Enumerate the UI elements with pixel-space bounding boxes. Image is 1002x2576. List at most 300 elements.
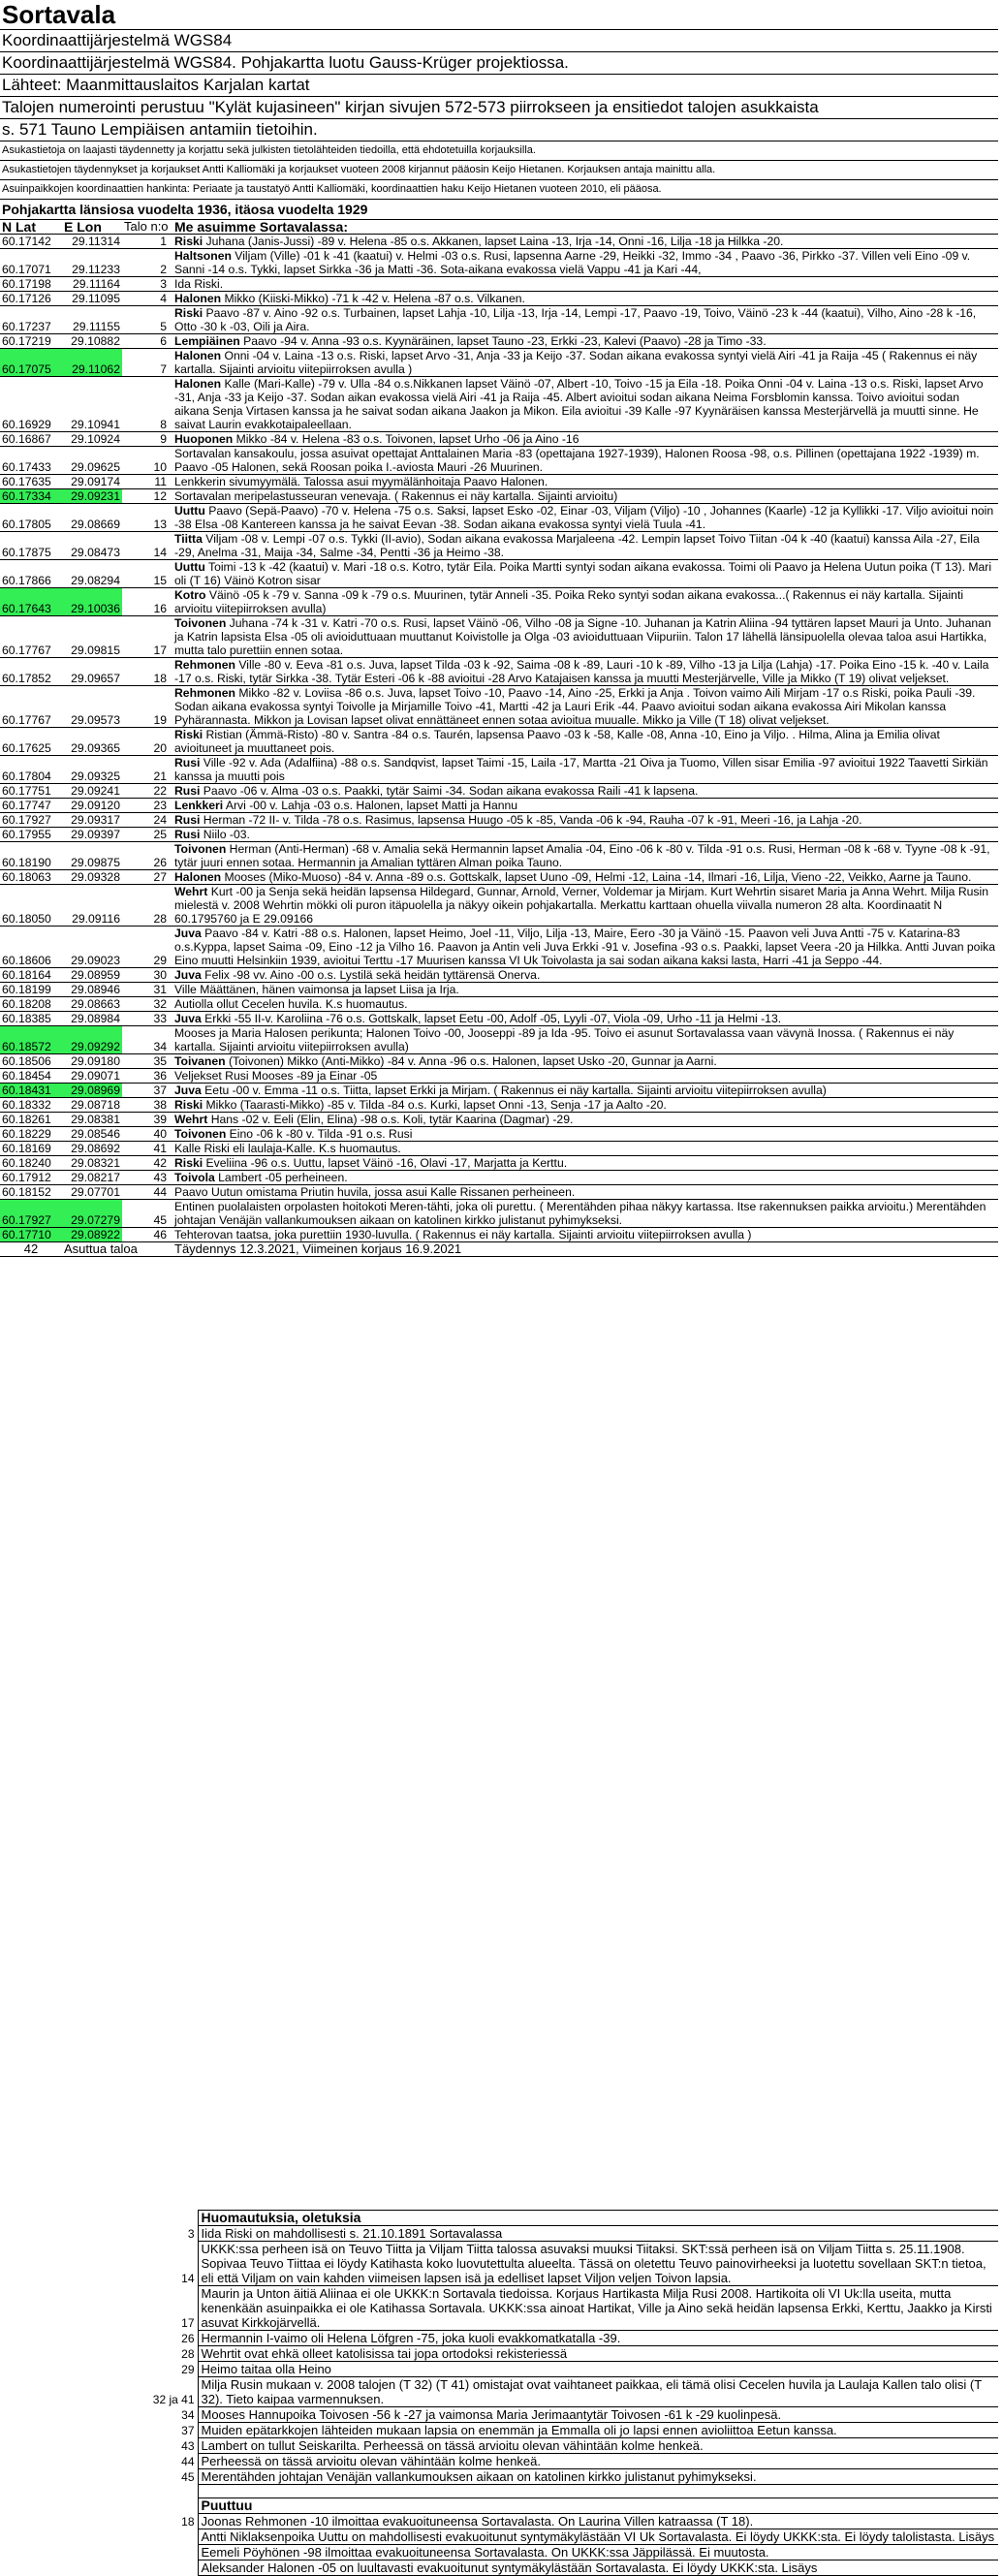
cell-no: 2	[122, 249, 172, 277]
cell-lat: 60.17751	[0, 784, 62, 799]
notes-section	[0, 2210, 998, 2576]
table-row	[0, 334, 998, 349]
cell-lon: 29.08321	[62, 1156, 122, 1171]
cell-lat: 60.18050	[0, 885, 62, 927]
cell-desc: Tiitta Viljam -08 v. Lempi -07 o.s. Tykki (II-avio), Sodan aikana evakossa Marjaleena -42. Lempin lapset Toivo Tiitan -04 k -40 (kaatui) kanssa Aila -27, Eila -29, Anelma -31, Maija -34, Salme -34, Pentti -36 ja Heimo -38.	[172, 532, 998, 560]
cell-lat: 60.17625	[0, 728, 62, 756]
page-title: Sortavala	[0, 0, 998, 30]
cell-lon: 29.09397	[62, 828, 122, 842]
cell-lon: 29.09292	[62, 1026, 122, 1054]
note-row	[0, 2454, 998, 2469]
cell-lat: 60.18454	[0, 1069, 62, 1084]
table-row	[0, 377, 998, 432]
cell-desc: Ida Riski.	[172, 277, 998, 292]
missing-row	[0, 2514, 998, 2529]
cell-lon: 29.08663	[62, 997, 122, 1012]
cell-desc: Rusi Paavo -06 v. Alma -03 o.s. Paakki, tytär Saimi -34. Sodan aikana evakossa Raili -41 k lapsena.	[172, 784, 998, 799]
note-row	[0, 2346, 998, 2362]
cell-desc: Paavo Uutun omistama Priutin huvila, jossa asui Kalle Rissanen perheineen.	[172, 1185, 998, 1200]
note-text: Milja Rusin mukaan v. 2008 talojen (T 32) (T 41) omistajat ovat vaihtaneet paikkaa, eli tämä olisi Cecelen huvila ja Laulaja Kallen talo olisi (T 32). Tieto kaipaa varmennuksen.	[198, 2377, 998, 2407]
cell-lat: 60.17912	[0, 1171, 62, 1185]
cell-no: 16	[122, 588, 172, 616]
cell-desc: Kalle Riski eli laulaja-Kalle. K.s huomautus.	[172, 1142, 998, 1156]
missing-text: Eemeli Pöyhönen -98 ilmoittaa evakuoituneensa Sortavalasta. On UKKK:ssa Jäppilässä. Ei muutosta.	[198, 2545, 998, 2560]
cell-lon: 29.09325	[62, 756, 122, 784]
cell-desc: Rusi Ville -92 v. Ada (Adalfiina) -88 o.s. Sandqvist, lapset Taimi -15, Laila -17, Martta -21 Oiva ja Tuomo, Villen sisar Emilia -97 avioitui 1922 Taavetti Sirkiän kanssa ja muutti pois	[172, 756, 998, 784]
cell-no: 23	[122, 799, 172, 813]
table-header-row	[0, 220, 998, 235]
table-row	[0, 997, 998, 1012]
missing-ref	[0, 2560, 198, 2576]
cell-lat: 60.18506	[0, 1054, 62, 1069]
family-name: Riski	[174, 728, 204, 741]
family-name: Toivonen	[174, 1127, 227, 1141]
cell-lat: 60.17334	[0, 489, 62, 504]
cell-lat: 60.18332	[0, 1098, 62, 1113]
cell-lon: 29.09625	[62, 447, 122, 475]
table-row	[0, 504, 998, 532]
cell-lon: 29.07279	[62, 1200, 122, 1228]
family-name: Juva	[174, 968, 202, 982]
family-name: Kotro	[174, 588, 206, 602]
cell-lon: 29.08959	[62, 968, 122, 983]
cell-lat: 60.17635	[0, 475, 62, 489]
cell-no: 14	[122, 532, 172, 560]
cell-lat: 60.17237	[0, 306, 62, 334]
cell-lon: 29.09023	[62, 927, 122, 968]
cell-no: 32	[122, 997, 172, 1012]
summary-label: Asuttua taloa	[62, 1242, 172, 1257]
cell-lon: 29.11095	[62, 292, 122, 306]
family-name: Toivonen	[174, 842, 227, 856]
cell-desc: Uuttu Toimi -13 k -42 (kaatui) v. Mari -18 o.s. Kotro, tytär Eila. Poika Martti syntyi sodan aikana evakossa. Toimi oli Paavo ja Helena Uutun poika (T 13). Mari oli (T 16) Väinö Kotron sisar	[172, 560, 998, 588]
table-row	[0, 842, 998, 870]
table-row	[0, 728, 998, 756]
cell-lon: 29.08381	[62, 1113, 122, 1127]
cell-lon: 29.08669	[62, 504, 122, 532]
missing-heading-row	[0, 2498, 998, 2514]
family-name: Lempiäinen	[174, 334, 240, 348]
table-row	[0, 1127, 998, 1142]
cell-no: 15	[122, 560, 172, 588]
cell-lon: 29.09180	[62, 1054, 122, 1069]
cell-lat: 60.17747	[0, 799, 62, 813]
table-row	[0, 1142, 998, 1156]
note-text: UKKK:ssa perheen isä on Teuvo Tiitta ja Viljam Tiitta talossa asuvaksi muuksi Tiitaksi. SKT:ssä perheen isä on Viljam Tiitta s. 25.11.1908. Sopivaa Teuvo Tiittaa ei löydy Katihasta koko luovutettulta alueelta. Tässä on oletettu Teuvo painovirheeksi ja luotettu sovellaan SKT:n tietoa, eli että Viljam on vain kahden viimeisen lapsen isä ja edelliset lapset Viljon veljen Toivon lapsia.	[198, 2242, 998, 2286]
cell-desc: Veljekset Rusi Mooses -89 ja Einar -05	[172, 1069, 998, 1084]
cell-lon: 29.11233	[62, 249, 122, 277]
table-row	[0, 447, 998, 475]
cell-no: 31	[122, 983, 172, 997]
family-name: Riski	[174, 1156, 204, 1170]
cell-no: 12	[122, 489, 172, 504]
cell-lon: 29.09328	[62, 870, 122, 885]
family-name: Uuttu	[174, 504, 205, 518]
cell-no: 39	[122, 1113, 172, 1127]
note-text: Muiden epätarkkojen lähteiden mukaan lapsia on enemmän ja Emmalla oli jo lapsi ennen avioliittoa Eetun kanssa.	[198, 2423, 998, 2438]
table-row	[0, 1171, 998, 1185]
family-name: Wehrt	[174, 1113, 208, 1126]
family-name: Rusi	[174, 784, 201, 798]
family-name: Toivanen	[174, 1054, 226, 1068]
table-row	[0, 1185, 998, 1200]
note-row	[0, 2242, 998, 2286]
cell-desc: Tehterovan taatsa, joka purettiin 1930-luvulla. ( Rakennus ei näy kartalla. Sijainti arvioitu viitepiirroksen avulla )	[172, 1228, 998, 1242]
cell-desc: Juva Eetu -00 v. Emma -11 o.s. Tiitta, lapset Erkki ja Mirjam. ( Rakennus ei näy kartalla. Sijainti arvioitu viitepiirroksen avulla)	[172, 1084, 998, 1098]
cell-desc: Riski Juhana (Janis-Jussi) -89 v. Helena -85 o.s. Akkanen, lapset Laina -13, Irja -14, Onni -16, Lilja -18 ja Hilkka -20.	[172, 235, 998, 249]
note-text: Mooses Hannupoika Toivosen -56 k -27 ja vaimonsa Maria Jerimaantytär Toivosen -61 k -29 kuolinpesä.	[198, 2407, 998, 2423]
cell-lon: 29.08969	[62, 1084, 122, 1098]
cell-no: 24	[122, 813, 172, 828]
cell-lon: 29.08718	[62, 1098, 122, 1113]
cell-no: 8	[122, 377, 172, 432]
cell-lon: 29.08294	[62, 560, 122, 588]
cell-no: 43	[122, 1171, 172, 1185]
note-row	[0, 2423, 998, 2438]
note-ref: 45	[181, 2469, 195, 2484]
summary-text: Täydennys 12.3.2021, Viimeinen korjaus 16.9.2021	[172, 1242, 998, 1257]
note-row	[0, 2377, 998, 2407]
cell-lat: 60.17927	[0, 813, 62, 828]
cell-desc: Juva Paavo -84 v. Katri -88 o.s. Halonen, lapset Heimo, Joel -11, Viljo, Lilja -13, Maire, Eero -30 ja Väinö -15. Paavon veli Juva Antti -75 v. Katarina-83 o.s.Kyppa, lapset Saima -09, Eino -12 ja Vilho 16. Paavon ja Antin veli Juva Erkki -91 v. Josefina -93 o.s. Paakki, lapset Veera -20 ja Hilkka. Antti Juvan poika Eino muutti Helsinkiin 1939, avioitui Terttu -17 Muurisen kanssa VI Uk Toivolasta ja sai sodan aikana kaksi lasta, Harri -41 ja Seppo -44.	[172, 927, 998, 968]
cell-no: 21	[122, 756, 172, 784]
cell-desc: Toivonen Herman (Anti-Herman) -68 v. Amalia sekä Hermannin lapset Amalia -04, Eino -06 k -80 v. Tilda -91 o.s. Rusi, Herman -08 k -68 v. Tyyne -08 k -91, tytär juuri ennen sotaa. Hermannin ja Amalian tyttären Alman poika Tauno.	[172, 842, 998, 870]
cell-lat: 60.17219	[0, 334, 62, 349]
table-row	[0, 799, 998, 813]
table-row	[0, 292, 998, 306]
cell-lat: 60.18169	[0, 1142, 62, 1156]
table-row	[0, 813, 998, 828]
cell-lon: 29.10924	[62, 432, 122, 447]
cell-no: 20	[122, 728, 172, 756]
table-row	[0, 349, 998, 377]
family-name: Halonen	[174, 870, 222, 884]
table-row	[0, 1069, 998, 1084]
info-line: Asukastietoja on laajasti täydennetty ja korjattu sekä julkisten tietolähteiden tiedoilla, että ehdotetuilla korjauksilla.	[0, 141, 998, 161]
cell-lat: 60.18199	[0, 983, 62, 997]
missing-ref: 18	[181, 2514, 195, 2529]
cell-desc: Kotro Väinö -05 k -79 v. Sanna -09 k -79 o.s. Muurinen, tytär Anneli -35. Poika Reko syntyi sodan aikana evakossa...( Rakennus ei näy kartalla. Sijainti arvioitu viitepiirroksen avulla)	[172, 588, 998, 616]
family-name: Riski	[174, 1098, 204, 1112]
note-ref: 37	[181, 2423, 195, 2437]
cell-no: 36	[122, 1069, 172, 1084]
cell-lat: 60.18152	[0, 1185, 62, 1200]
note-ref: 29	[181, 2362, 195, 2376]
summary-row	[0, 1242, 998, 1257]
col-header-lon: E Lon	[62, 220, 122, 235]
missing-heading: Puuttuu	[198, 2498, 998, 2514]
table-row	[0, 1054, 998, 1069]
cell-desc: Riski Ristian (Ämmä-Risto) -80 v. Santra -84 o.s. Taurén, lapsensa Paavo -03 k -58, Kalle -08, Anna -10, Eino ja Viljo. . Hilma, Alina ja Emilia olivat avioituneet ja muuttaneet pois.	[172, 728, 998, 756]
table-row	[0, 870, 998, 885]
houses-table-body	[0, 235, 998, 1242]
note-row	[0, 2407, 998, 2423]
cell-lon: 29.07701	[62, 1185, 122, 1200]
table-row	[0, 249, 998, 277]
cell-no: 30	[122, 968, 172, 983]
missing-row	[0, 2529, 998, 2545]
family-name: Uuttu	[174, 560, 205, 574]
cell-lon: 29.09120	[62, 799, 122, 813]
info-line: Asuinpaikkojen koordinaattien hankinta: Periaate ja taustatyö Antti Kalliomäki, koordinaattien haku Keijo Hietanen vuoteen 2010, eli pääosa.	[0, 180, 998, 200]
cell-desc: Halonen Onni -04 v. Laina -13 o.s. Riski, lapset Arvo -31, Anja -33 ja Keijo -37. Sodan aikana evakossa syntyi vielä Airi -41 ja Raija -45 ( Rakennus ei näy kartalla. Sijainti arvioitu viitepiirroksen avulla )	[172, 349, 998, 377]
col-header-no: Talo n:o	[122, 220, 172, 235]
table-row	[0, 968, 998, 983]
note-ref: 3	[187, 2226, 195, 2241]
family-name: Rusi	[174, 828, 201, 841]
cell-lon: 29.08692	[62, 1142, 122, 1156]
missing-row	[0, 2560, 998, 2576]
cell-lat: 60.17955	[0, 828, 62, 842]
cell-lon: 29.09174	[62, 475, 122, 489]
cell-no: 18	[122, 658, 172, 686]
cell-lat: 60.17071	[0, 249, 62, 277]
note-row	[0, 2226, 998, 2242]
table-row	[0, 475, 998, 489]
cell-lat: 60.18240	[0, 1156, 62, 1171]
cell-lat: 60.18606	[0, 927, 62, 968]
note-text: Heimo taitaa olla Heino	[198, 2362, 998, 2377]
cell-lat: 60.17866	[0, 560, 62, 588]
cell-desc: Juva Erkki -55 II-v. Karoliina -76 o.s. Gottskalk, lapset Eetu -00, Adolf -05, Lyyli -07, Viola -09, Urho -11 ja Helmi -13.	[172, 1012, 998, 1026]
cell-lon: 29.09241	[62, 784, 122, 799]
cell-no: 45	[122, 1200, 172, 1228]
cell-lat: 60.17433	[0, 447, 62, 475]
header-line: s. 571 Tauno Lempiäisen antamiin tietoihin.	[0, 119, 998, 141]
table-row	[0, 432, 998, 447]
table-row	[0, 784, 998, 799]
cell-no: 26	[122, 842, 172, 870]
missing-row	[0, 2545, 998, 2560]
header-line: Talojen numerointi perustuu "Kylät kujasineen" kirjan sivujen 572-573 piirrokseen ja ensitiedot talojen asukkaista	[0, 97, 998, 119]
note-text: Maurin ja Unton äitiä Aliinaa ei ole UKKK:n Sortavala tiedoissa. Korjaus Hartikasta Milja Rusi 2008. Hartikoita oli VI Uk:lla useita, mutta kenenkään asuinpaikka ei ole Katihassa Sortavala. UKKK:ssa ainoat Hartikat, Ville ja Aino sekä heidän lapsensa Erkki, Kerttu, Jaakko ja Kirsti asuvat Kirkkojärvellä.	[198, 2286, 998, 2331]
cell-lon: 29.08946	[62, 983, 122, 997]
cell-lon: 29.09071	[62, 1069, 122, 1084]
cell-lon: 29.08546	[62, 1127, 122, 1142]
cell-lon: 29.08984	[62, 1012, 122, 1026]
note-ref: 43	[181, 2438, 195, 2453]
cell-desc: Lenkkeri Arvi -00 v. Lahja -03 o.s. Halonen, lapset Matti ja Hannu	[172, 799, 998, 813]
table-row	[0, 1098, 998, 1113]
cell-lon: 29.09317	[62, 813, 122, 828]
table-row	[0, 277, 998, 292]
family-name: Rusi	[174, 813, 201, 827]
family-name: Toivonen	[174, 616, 227, 630]
cell-lat: 60.18229	[0, 1127, 62, 1142]
family-name: Halonen	[174, 377, 222, 391]
note-row	[0, 2469, 998, 2485]
cell-no: 22	[122, 784, 172, 799]
houses-table	[0, 220, 998, 1257]
header-line: Koordinaattijärjestelmä WGS84	[0, 30, 998, 52]
table-row	[0, 658, 998, 686]
note-text: Perheessä on tässä arvioitu olevan vähintään kolme henkeä.	[198, 2454, 998, 2469]
cell-lat: 60.17852	[0, 658, 62, 686]
family-name: Rehmonen	[174, 686, 235, 700]
family-name: Rusi	[174, 756, 201, 770]
family-name: Wehrt	[174, 885, 208, 898]
family-name: Haltsonen	[174, 249, 232, 263]
cell-lon: 29.11155	[62, 306, 122, 334]
cell-lat: 60.18431	[0, 1084, 62, 1098]
cell-no: 33	[122, 1012, 172, 1026]
cell-desc: Rusi Herman -72 II- v. Tilda -78 o.s. Rasimus, lapsensa Huugo -05 k -85, Vanda -06 k -94, Rauha -07 k -91, Meeri -16, ja Lahja -20.	[172, 813, 998, 828]
note-ref: 26	[181, 2331, 195, 2345]
cell-desc: Halonen Mikko (Kiiski-Mikko) -71 k -42 v. Helena -87 o.s. Vilkanen.	[172, 292, 998, 306]
cell-lon: 29.09875	[62, 842, 122, 870]
note-row	[0, 2438, 998, 2454]
family-name: Tiitta	[174, 532, 203, 546]
cell-lat: 60.17198	[0, 277, 62, 292]
cell-no: 9	[122, 432, 172, 447]
col-header-desc: Me asuimme Sortavalassa:	[172, 220, 998, 235]
cell-lat: 60.16867	[0, 432, 62, 447]
cell-lon: 29.10941	[62, 377, 122, 432]
table-row	[0, 1012, 998, 1026]
family-name: Huoponen	[174, 432, 234, 446]
cell-lat: 60.17710	[0, 1228, 62, 1242]
missing-ref	[0, 2545, 198, 2560]
cell-no: 17	[122, 616, 172, 658]
cell-desc: Huoponen Mikko -84 v. Helena -83 o.s. Toivonen, lapset Urho -06 ja Aino -16	[172, 432, 998, 447]
cell-desc: Mooses ja Maria Halosen perikunta; Halonen Toivo -00, Jooseppi -89 ja Ida -95. Toivo ei asunut Sortavalassa vaan vävynä Inossa. ( Rakennus ei näy kartalla. Sijainti arvioitu viitepiirroksen avulla)	[172, 1026, 998, 1054]
table-row	[0, 560, 998, 588]
cell-lat: 60.17804	[0, 756, 62, 784]
cell-no: 19	[122, 686, 172, 728]
cell-lat: 60.18164	[0, 968, 62, 983]
cell-desc: Halonen Mooses (Miko-Muoso) -84 v. Anna -89 o.s. Gottskalk, lapset Uuno -09, Helmi -12, Laina -14, Ilmari -16, Lilja, Vieno -22, Veikko, Aarne ja Tauno.	[172, 870, 998, 885]
cell-desc: Rusi Niilo -03.	[172, 828, 998, 842]
cell-no: 27	[122, 870, 172, 885]
missing-text: Joonas Rehmonen -10 ilmoittaa evakuoituneensa Sortavalasta. On Laurina Villen katraassa (T 18).	[198, 2514, 998, 2529]
missing-ref	[0, 2529, 198, 2545]
notes-heading-row	[0, 2211, 998, 2226]
cell-desc: Toivanen (Toivonen) Mikko (Anti-Mikko) -84 v. Anna -96 o.s. Halonen, lapset Usko -20, Gunnar ja Aarni.	[172, 1054, 998, 1069]
family-name: Toivola	[174, 1171, 215, 1184]
note-text: Iida Riski on mahdollisesti s. 21.10.1891 Sortavalassa	[198, 2226, 998, 2242]
cell-no: 35	[122, 1054, 172, 1069]
note-text: Merentähden johtajan Venäjän vallankumouksen aikaan on katolinen kirkko julistanut pyhimykseksi.	[198, 2469, 998, 2485]
missing-text: Aleksander Halonen -05 on luultavasti evakuoitunut syntymäkylästään Sortavalasta. Ei löydy UKKK:sta. Lisäys	[198, 2560, 998, 2576]
cell-lat: 60.17767	[0, 686, 62, 728]
cell-no: 5	[122, 306, 172, 334]
table-row	[0, 828, 998, 842]
cell-no: 40	[122, 1127, 172, 1142]
cell-desc: Toivola Lambert -05 perheineen.	[172, 1171, 998, 1185]
cell-no: 38	[122, 1098, 172, 1113]
family-name: Riski	[174, 235, 204, 248]
cell-desc: Haltsonen Viljam (Ville) -01 k -41 (kaatui) v. Helmi -03 o.s. Rusi, lapsenna Aarne -29, Heikki -32, Immo -34 , Paavo -36, Pirkko -37. Villen veli Eino -09 v. Sanni -14 o.s. Tykki, lapset Sirkka -36 ja Matti -36. Sota-aikana evakossa vielä Vappu -41 ja Kari -44,	[172, 249, 998, 277]
cell-lon: 29.09657	[62, 658, 122, 686]
header-line: Lähteet: Maanmittauslaitos Karjalan kartat	[0, 75, 998, 97]
cell-desc: Riski Eveliina -96 o.s. Uuttu, lapset Väinö -16, Olavi -17, Marjatta ja Kerttu.	[172, 1156, 998, 1171]
cell-no: 6	[122, 334, 172, 349]
cell-desc: Sortavalan kansakoulu, jossa asuivat opettajat Anttalainen Maria -83 (opettajana 1927-1939), Halonen Roosa -98, o.s. Pillinen (opettajana 1922 -1939) m. Paavo -05 Halonen, sekä Roosan poika I.-aviosta Mauri -26 Muurinen.	[172, 447, 998, 475]
cell-no: 25	[122, 828, 172, 842]
cell-lat: 60.18385	[0, 1012, 62, 1026]
note-ref: 44	[181, 2454, 195, 2468]
table-row	[0, 489, 998, 504]
cell-lon: 29.08922	[62, 1228, 122, 1242]
cell-lon: 29.08217	[62, 1171, 122, 1185]
table-row	[0, 1026, 998, 1054]
cell-desc: Toivonen Eino -06 k -80 v. Tilda -91 o.s. Rusi	[172, 1127, 998, 1142]
notes-heading: Huomautuksia, oletuksia	[198, 2211, 998, 2226]
cell-no: 10	[122, 447, 172, 475]
section-title: Pohjakartta länsiosa vuodelta 1936, itäosa vuodelta 1929	[0, 200, 998, 220]
header-line: Koordinaattijärjestelmä WGS84. Pohjakartta luotu Gauss-Krüger projektiossa.	[0, 52, 998, 75]
cell-lat: 60.17805	[0, 504, 62, 532]
cell-desc: Juva Felix -98 vv. Aino -00 o.s. Lystilä sekä heidän tyttärensä Onerva.	[172, 968, 998, 983]
cell-no: 44	[122, 1185, 172, 1200]
family-name: Riski	[174, 306, 204, 320]
cell-lat: 60.17643	[0, 588, 62, 616]
cell-no: 42	[122, 1156, 172, 1171]
cell-no: 34	[122, 1026, 172, 1054]
note-row	[0, 2362, 998, 2377]
cell-desc: Halonen Kalle (Mari-Kalle) -79 v. Ulla -84 o.s.Nikkanen lapset Väinö -07, Albert -10, Toivo -15 ja Eila -18. Poika Onni -04 v. Laina -13 o.s. Riski, lapset Arvo -31, Anja -33 ja Keijo -37. Sodan aikan evakossa vielä Airi -41 ja Raija -45. Albert avioitui sodan aikana Neima Forsblomin kanssa. Toivo avioitui sodan aikana Senja Virtasen kanssa ja he saivat sodan aikana Jaakon ja Mikon. Eila avioitui -39 Kalle -97 Kyynäräisen kanssa Mesterjärvellä ja muutti sinne. He saivat Laurin evakkotaipaleellaan.	[172, 377, 998, 432]
cell-desc: Riski Mikko (Taarasti-Mikko) -85 v. Tilda -84 o.s. Kurki, lapset Onni -13, Senja -17 ja Aalto -20.	[172, 1098, 998, 1113]
cell-desc: Ville Määttänen, hänen vaimonsa ja lapset Liisa ja Irja.	[172, 983, 998, 997]
cell-lat: 60.17927	[0, 1200, 62, 1228]
table-row	[0, 927, 998, 968]
table-row	[0, 1156, 998, 1171]
cell-lat: 60.17126	[0, 292, 62, 306]
note-ref: 32 ja 41	[152, 2392, 195, 2406]
note-ref: 17	[181, 2315, 195, 2330]
cell-lon: 29.09815	[62, 616, 122, 658]
cell-lon: 29.10882	[62, 334, 122, 349]
cell-lat: 60.17075	[0, 349, 62, 377]
table-row	[0, 306, 998, 334]
cell-lat: 60.17767	[0, 616, 62, 658]
family-name: Juva	[174, 1084, 202, 1097]
cell-lon: 29.11314	[62, 235, 122, 249]
table-row	[0, 1200, 998, 1228]
note-row	[0, 2286, 998, 2331]
cell-lat: 60.18063	[0, 870, 62, 885]
note-ref: 14	[181, 2271, 195, 2285]
cell-lon: 29.09573	[62, 686, 122, 728]
cell-desc: Rehmonen Mikko -82 v. Loviisa -86 o.s. Juva, lapset Toivo -10, Paavo -14, Aino -25, Erkki ja Anja . Toivon vaimo Aili Mirjam -17 o.s Riski, poika Pauli -39. Sodan aikana evakossa syntyi Toivolle ja Mirjamille Toivo -41, Martti -42 ja Lauri Erik -44. Paavo avioitui sodan aikana evakossa Airi Mikolan kanssa Pyhärannasta. Mikkon ja Lovisan lapset olivat ennättäneet ennen sotaa avioitua muualle. Mikko ja Ville (T 18) olivat veljekset.	[172, 686, 998, 728]
cell-desc: Lempiäinen Paavo -94 v. Anna -93 o.s. Kyynäräinen, lapset Tauno -23, Erkki -23, Kalevi (Paavo) -28 ja Timo -33.	[172, 334, 998, 349]
cell-lon: 29.08473	[62, 532, 122, 560]
table-row	[0, 235, 998, 249]
note-ref: 34	[181, 2407, 195, 2422]
cell-no: 1	[122, 235, 172, 249]
table-row	[0, 885, 998, 927]
cell-desc: Riski Paavo -87 v. Aino -92 o.s. Turbainen, lapset Lahja -10, Lilja -13, Irja -14, Lempi -17, Paavo -19, Toivo, Väinö -23 k -44 (kaatui), Vilho, Aino -28 k -16, Otto -30 k -03, Oili ja Aira.	[172, 306, 998, 334]
table-row	[0, 983, 998, 997]
note-text: Wehrtit ovat ehkä olleet katolisissa tai jopa ortodoksi rekisteriessä	[198, 2346, 998, 2362]
family-name: Halonen	[174, 349, 222, 362]
cell-lat: 60.18190	[0, 842, 62, 870]
note-ref: 28	[181, 2346, 195, 2361]
table-row	[0, 532, 998, 560]
table-row	[0, 1084, 998, 1098]
cell-desc: Uuttu Paavo (Sepä-Paavo) -70 v. Helena -75 o.s. Saksi, lapset Esko -02, Einar -03, Viljam (Viljo) -10 , Johannes (Kaarle) -12 ja Kyllikki -17. Viljo avioitui noin -38 Elsa -08 Kantereen kanssa ja he saivat Eevan -38. Sodan aikana evakossa syntyi vielä Tuula -41.	[172, 504, 998, 532]
cell-desc: Wehrt Kurt -00 ja Senja sekä heidän lapsensa Hildegard, Gunnar, Arnold, Verner, Voldemar ja Mirjam. Kurt Wehrtin sisaret Maria ja Anna Wehrt. Milja Rusin mielestä v. 2008 Wehrtin mökki oli puron itäpuolella ja näkyy oikein pohjakartalla. Merkattu karttaan ohuella viivalla numeron 28 alta. Koordinaatit N 60.1795760 ja E 29.09166	[172, 885, 998, 927]
col-header-lat: N Lat	[0, 220, 62, 235]
missing-text: Antti Niklaksenpoika Uuttu on mahdollisesti evakuoitunut syntymäkylästään VI Uk Sortavalasta. Ei löydy UKKK:sta. Ei löydy talolistasta. Lisäys	[198, 2529, 998, 2545]
cell-lon: 29.09231	[62, 489, 122, 504]
info-line: Asukastietojen täydennykset ja korjaukset Antti Kalliomäki ja korjaukset vuoteen 2008 kirjannut pääosin Keijo Hietanen. Korjauksen antaja mainittu alla.	[0, 161, 998, 180]
cell-lon: 29.09116	[62, 885, 122, 927]
family-name: Juva	[174, 1012, 202, 1025]
cell-no: 7	[122, 349, 172, 377]
cell-lat: 60.18261	[0, 1113, 62, 1127]
cell-lon: 29.11164	[62, 277, 122, 292]
